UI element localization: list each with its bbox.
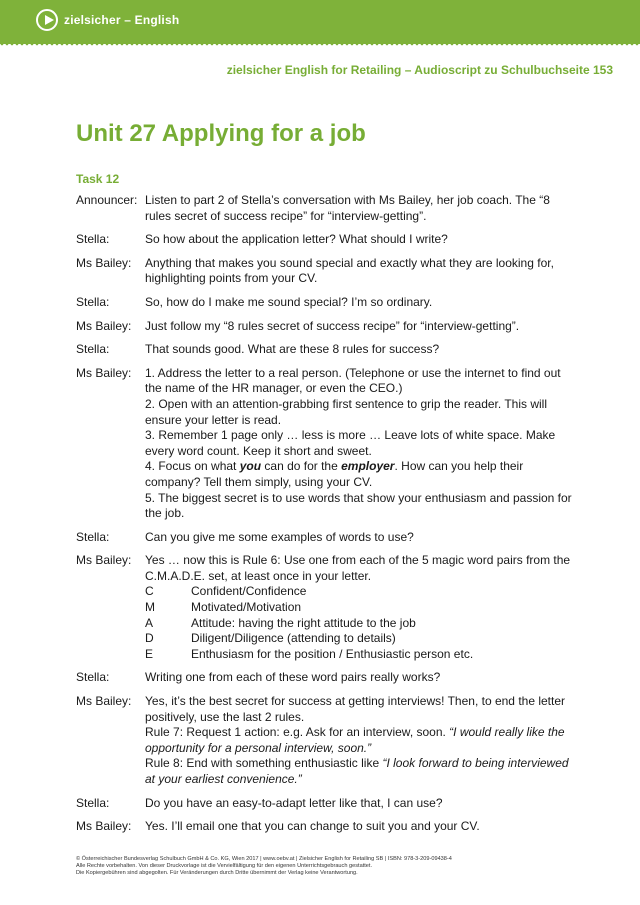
dialogue-text: Anything that makes you sound special and exactly what they are looking for, highlighting points from your CV. bbox=[145, 255, 554, 286]
cmade-word-pair: Confident/Confidence bbox=[191, 584, 307, 599]
speaker-label: Ms Bailey: bbox=[76, 819, 132, 834]
emphasis-you: you bbox=[239, 459, 262, 474]
rule-4-part: can do for the bbox=[261, 459, 342, 474]
cmade-item bbox=[145, 600, 576, 616]
cmade-item bbox=[145, 631, 576, 647]
speaker-label: Ms Bailey: bbox=[76, 318, 132, 333]
brand-name: zielsicher – English bbox=[64, 13, 180, 27]
final-rules bbox=[145, 694, 576, 788]
dialogue-row bbox=[76, 342, 576, 358]
page-title: Unit 27 Applying for a job bbox=[76, 120, 366, 147]
final-rules-intro: Yes, it’s the best secret for success at getting interviews! Then, to end the letter positively, use the last 2 rules. bbox=[145, 694, 566, 724]
cmade-list bbox=[145, 584, 576, 662]
rule-2: 2. Open with an attention-grabbing first sentence to grip the reader. This will ensure your letter is read. bbox=[145, 396, 548, 427]
dialogue-text: Can you give me some examples of words to use? bbox=[145, 529, 414, 544]
banner-dotted-edge bbox=[0, 38, 640, 50]
dialogue-text: Yes. I’ll email one that you can change to suit you and your CV. bbox=[145, 819, 480, 834]
footer-line: Alle Rechte vorbehalten. Von dieser Druckvorlage ist die Vervielfältigung für den eigenen Unterrichtsgebrauch gestattet. bbox=[76, 863, 373, 870]
dialogue-row bbox=[76, 256, 576, 287]
dialogue-row bbox=[76, 819, 576, 835]
dialogue-text: So how about the application letter? What should I write? bbox=[145, 232, 448, 247]
dialogue-row-examples bbox=[76, 530, 576, 546]
rules-list bbox=[145, 366, 576, 522]
dialogue-text: Listen to part 2 of Stella’s conversation with Ms Bailey, her job coach. The “8 rules secret of success recipe” for “interview-getting”. bbox=[145, 193, 550, 223]
cmade-letter: M bbox=[145, 600, 155, 615]
rule-8-quote: “I look forward to being interviewed at your earliest convenience.” bbox=[145, 756, 569, 786]
dialogue-row bbox=[76, 232, 576, 248]
rule-8-text: Rule 8: End with something enthusiastic like bbox=[145, 756, 383, 771]
rule-3: 3. Remember 1 page only … less is more … Leave lots of white space. Make every word count. Keep it short and sweet. bbox=[145, 428, 556, 458]
rule-4-part: 4. Focus on what bbox=[145, 459, 240, 474]
speaker-label: Announcer: bbox=[76, 193, 138, 207]
dialogue-text: Just follow my “8 rules secret of success recipe” for “interview-getting”. bbox=[145, 318, 520, 333]
speaker-label: Stella: bbox=[76, 670, 110, 685]
speaker-label: Ms Bailey: bbox=[76, 365, 132, 380]
cmade-letter: D bbox=[145, 631, 154, 646]
rule-7 bbox=[145, 725, 576, 756]
audioscript-header-title: zielsicher English for Retailing – Audioscript zu Schulbuchseite 153 bbox=[226, 63, 613, 77]
rule-7-text: Rule 7: Request 1 action: e.g. Ask for an interview, soon. bbox=[145, 725, 450, 740]
play-icon bbox=[36, 9, 58, 31]
footer-line: © Österreichischer Bundesverlag Schulbuch GmbH & Co. KG, Wien 2017 | www.oebv.at | Zielsicher English for Retailing SB | ISBN: 978-3-209-09438-4 bbox=[76, 856, 452, 862]
cmade-item bbox=[145, 616, 576, 632]
dialogue-row-rules bbox=[76, 366, 576, 522]
dialogue-row bbox=[76, 319, 576, 335]
rule-7-quote: “I would really like the opportunity for a personal interview, soon.” bbox=[145, 725, 565, 755]
cmade-item bbox=[145, 584, 576, 600]
speaker-label: Stella: bbox=[76, 342, 110, 357]
brand-logo bbox=[36, 9, 179, 31]
rule-4-part: . How can you help their company? Tell them simply, using your CV. bbox=[145, 459, 524, 489]
dialogue-text: Do you have an easy-to-adapt letter like that, I can use? bbox=[145, 795, 443, 810]
dialogue-row bbox=[76, 295, 576, 311]
speaker-label: Ms Bailey: bbox=[76, 694, 132, 709]
dialogue-row-works bbox=[76, 670, 576, 686]
copyright-footer bbox=[76, 856, 452, 878]
speaker-label: Stella: bbox=[76, 232, 110, 247]
cmade-letter: E bbox=[145, 646, 154, 661]
speaker-label: Ms Bailey: bbox=[76, 255, 132, 270]
task-label: Task 12 bbox=[76, 172, 120, 186]
dialogue-row-final-rules bbox=[76, 694, 576, 788]
rule-5: 5. The biggest secret is to use words that show your enthusiasm and passion for the job. bbox=[145, 490, 572, 521]
dialogue-row bbox=[76, 193, 576, 224]
rule-4 bbox=[145, 459, 576, 490]
rule-8 bbox=[145, 756, 576, 787]
cmade-item bbox=[145, 647, 576, 663]
cmade-word-pair: Attitude: having the right attitude to the job bbox=[191, 615, 416, 630]
dialogue-text: That sounds good. What are these 8 rules for success? bbox=[145, 342, 440, 357]
cmade-word-pair: Diligent/Diligence (attending to details) bbox=[191, 631, 396, 646]
speaker-label: Stella: bbox=[76, 294, 110, 309]
cmade-word-pair: Motivated/Motivation bbox=[191, 600, 302, 615]
dialogue-row bbox=[76, 796, 576, 812]
speaker-label: Stella: bbox=[76, 529, 110, 544]
speaker-label: Stella: bbox=[76, 795, 110, 810]
dialogue-row-cmade bbox=[76, 553, 576, 662]
cmade-intro: Yes … now this is Rule 6: Use one from each of the 5 magic word pairs from the C.M.A.D.E. set, at least once in your letter. bbox=[145, 553, 571, 583]
cmade-letter: C bbox=[145, 584, 154, 599]
cmade-letter: A bbox=[145, 615, 154, 630]
dialogue-text: Writing one from each of these word pairs really works? bbox=[145, 670, 441, 685]
emphasis-employer: employer bbox=[341, 459, 395, 474]
dialogue-text: So, how do I make me sound special? I’m so ordinary. bbox=[145, 294, 433, 309]
cmade-word-pair: Enthusiasm for the position / Enthusiastic person etc. bbox=[191, 646, 474, 661]
cmade-block bbox=[145, 553, 576, 662]
footer-line: Die Kopiergebühren sind abgegolten. Für Veränderungen durch Dritte übernimmt der Verlag keine Verantwortung. bbox=[76, 870, 358, 877]
speaker-label: Ms Bailey: bbox=[76, 553, 132, 568]
dialogue bbox=[76, 193, 576, 843]
rule-1: 1. Address the letter to a real person. (Telephone or use the internet to find out the name of the HR manager, or even the CEO.) bbox=[145, 365, 561, 396]
